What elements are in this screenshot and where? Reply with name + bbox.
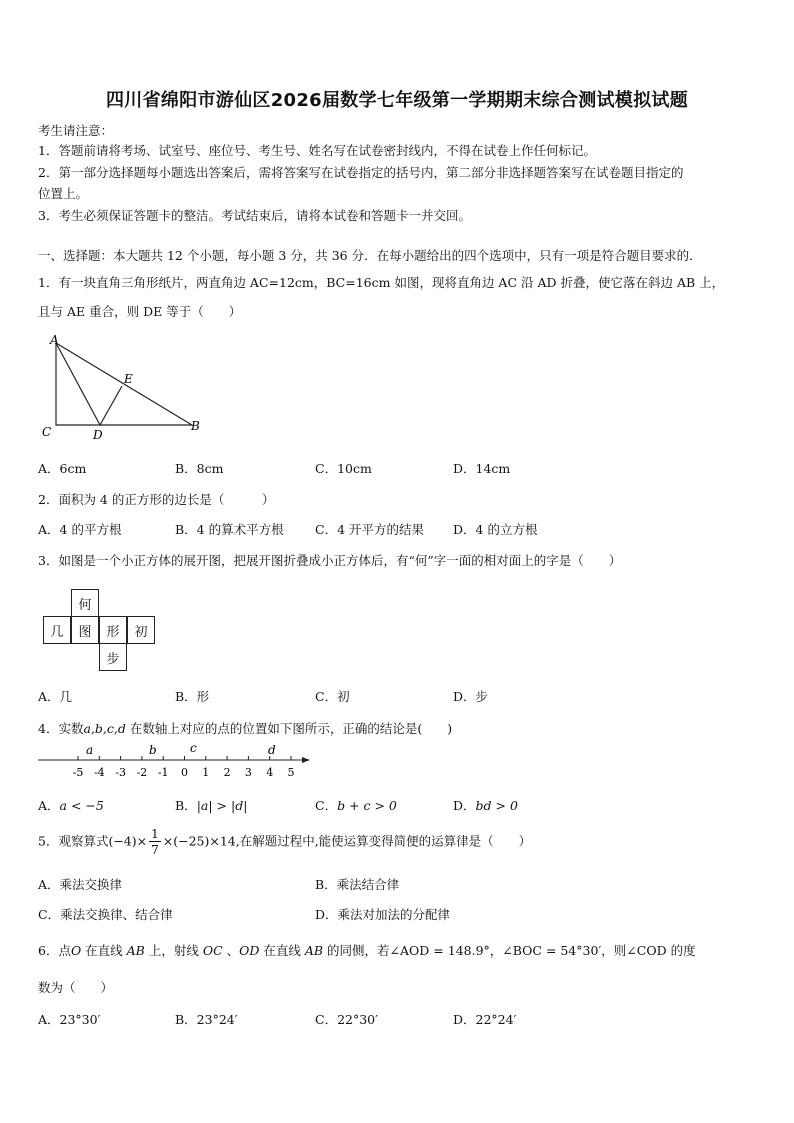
q4-option-d: D．bd > 0 (453, 798, 518, 813)
exam-title: 四川省绵阳市游仙区2026届数学七年级第一学期期末综合测试模拟试题 (106, 90, 688, 111)
q4-option-b: B．|a| > |d| (175, 798, 248, 813)
tick-label: 3 (244, 766, 252, 779)
point-b-label: b (149, 743, 157, 757)
net-cell-bottom: 步 (99, 643, 127, 671)
point-d-label: d (268, 743, 276, 757)
q5-text: 5．观察算式(−4)× $\frac{1}{7}$ ×(−25)×14,在解题过程中,能使运算变得简便的运算律是（ ） (38, 827, 532, 857)
q4-text: 4．实数a,b,c,d 在数轴上对应的点的位置如下图所示，正确的结论是( ) (38, 721, 453, 736)
q3-option-c: C．初 (315, 689, 350, 704)
net-cell-right1: 形 (99, 616, 127, 644)
tick-label: -2 (136, 766, 148, 779)
label-E: E (124, 372, 133, 386)
q3-option-d: D．步 (453, 689, 489, 704)
q6-text-line2: 数为（ ） (38, 980, 114, 995)
q4-option-a: A．a < −5 (38, 798, 104, 813)
tick-label: -4 (93, 766, 105, 779)
label-D: D (93, 428, 103, 442)
q4-vars: a,b,c,d (83, 721, 126, 736)
section-heading: 一、选择题：本大题共 12 个小题，每小题 3 分，共 36 分．在每小题给出的四个选项中，只有一项是符合题目要求的． (38, 248, 702, 263)
q1-option-d: D．14cm (453, 461, 511, 476)
q5-option-d: D．乘法对加法的分配律 (315, 907, 451, 922)
q6-option-c: C．22°30′ (315, 1012, 378, 1027)
q5-option-c: C．乘法交换律、结合律 (38, 907, 173, 922)
tick-label: -5 (72, 766, 84, 779)
point-c-label: c (190, 741, 197, 755)
net-cell-left: 几 (43, 616, 71, 644)
tick-label: 1 (202, 766, 210, 779)
tick-label: -3 (115, 766, 126, 779)
q6-text-line1: 6．点O 在直线 AB 上，射线 OC 、OD 在直线 AB 的同侧，若∠AOD = 148.9°，∠BOC = 54°30′，则∠COD 的度 (38, 943, 696, 958)
notice-heading: 考生请注意： (38, 123, 114, 138)
q5-option-b: B．乘法结合律 (315, 877, 400, 892)
tick-label: 4 (266, 766, 274, 779)
q2-option-a: A．4 的平方根 (38, 522, 122, 537)
q2-option-d: D．4 的立方根 (453, 522, 538, 537)
q1-option-b: B．8cm (175, 461, 224, 476)
notice-item-1: 1．答题前请将考场、试室号、座位号、考生号、姓名写在试卷密封线内，不得在试卷上作任何标记。 (38, 143, 596, 158)
q5-fraction: $\frac{1}{7}$ (151, 827, 159, 857)
tick-label: 5 (287, 766, 295, 779)
q3-option-a: A．几 (38, 689, 73, 704)
q6-option-a: A．23°30′ (38, 1012, 101, 1027)
q3-text: 3．如图是一个小正方体的展开图，把展开图折叠成小正方体后，有“何”字一面的相对面上的字是（ ） (38, 553, 622, 568)
q2-option-c: C．4 开平方的结果 (315, 522, 424, 537)
q2-text: 2．面积为 4 的正方形的边长是（ ） (38, 492, 275, 507)
q6-option-d: D．22°24′ (453, 1012, 517, 1027)
q1-triangle-figure (36, 330, 216, 445)
tick-label: 2 (223, 766, 231, 779)
q1-option-c: C．10cm (315, 461, 372, 476)
q3-option-b: B．形 (175, 689, 210, 704)
label-B: B (191, 419, 200, 433)
number-line (36, 740, 316, 782)
point-a-label: a (86, 743, 94, 757)
q5-option-a: A．乘法交换律 (38, 877, 123, 892)
notice-item-2-cont: 位置上。 (38, 186, 89, 201)
q4-option-c: C．b + c > 0 (315, 798, 397, 813)
notice-item-3: 3．考生必须保证答题卡的整洁。考试结束后，请将本试卷和答题卡一并交回。 (38, 208, 471, 223)
net-cell-top: 何 (71, 589, 99, 617)
q6-option-b: B．23°24′ (175, 1012, 238, 1027)
tick-label: -1 (157, 766, 169, 779)
label-A: A (50, 333, 59, 347)
net-cell-right2: 初 (127, 616, 155, 644)
q2-option-b: B．4 的算术平方根 (175, 522, 284, 537)
q1-text-line2: 且与 AE 重合，则 DE 等于（ ） (38, 304, 242, 319)
q1-option-a: A．6cm (38, 461, 87, 476)
q1-text-line1: 1．有一块直角三角形纸片，两直角边 AC=12cm，BC=16cm 如图，现将直角边 AC 沿 AD 折叠，使它落在斜边 AB 上， (38, 275, 725, 290)
tick-label: 0 (181, 766, 188, 779)
notice-item-2: 2．第一部分选择题每小题选出答案后，需将答案写在试卷指定的括号内，第二部分非选择题答案写在试卷题目指定的 (38, 165, 684, 180)
label-C: C (42, 425, 52, 439)
segment-de (100, 386, 122, 425)
net-cell-center: 图 (71, 616, 99, 644)
number-line-arrow (302, 757, 310, 763)
fold-line-ad (56, 343, 100, 425)
